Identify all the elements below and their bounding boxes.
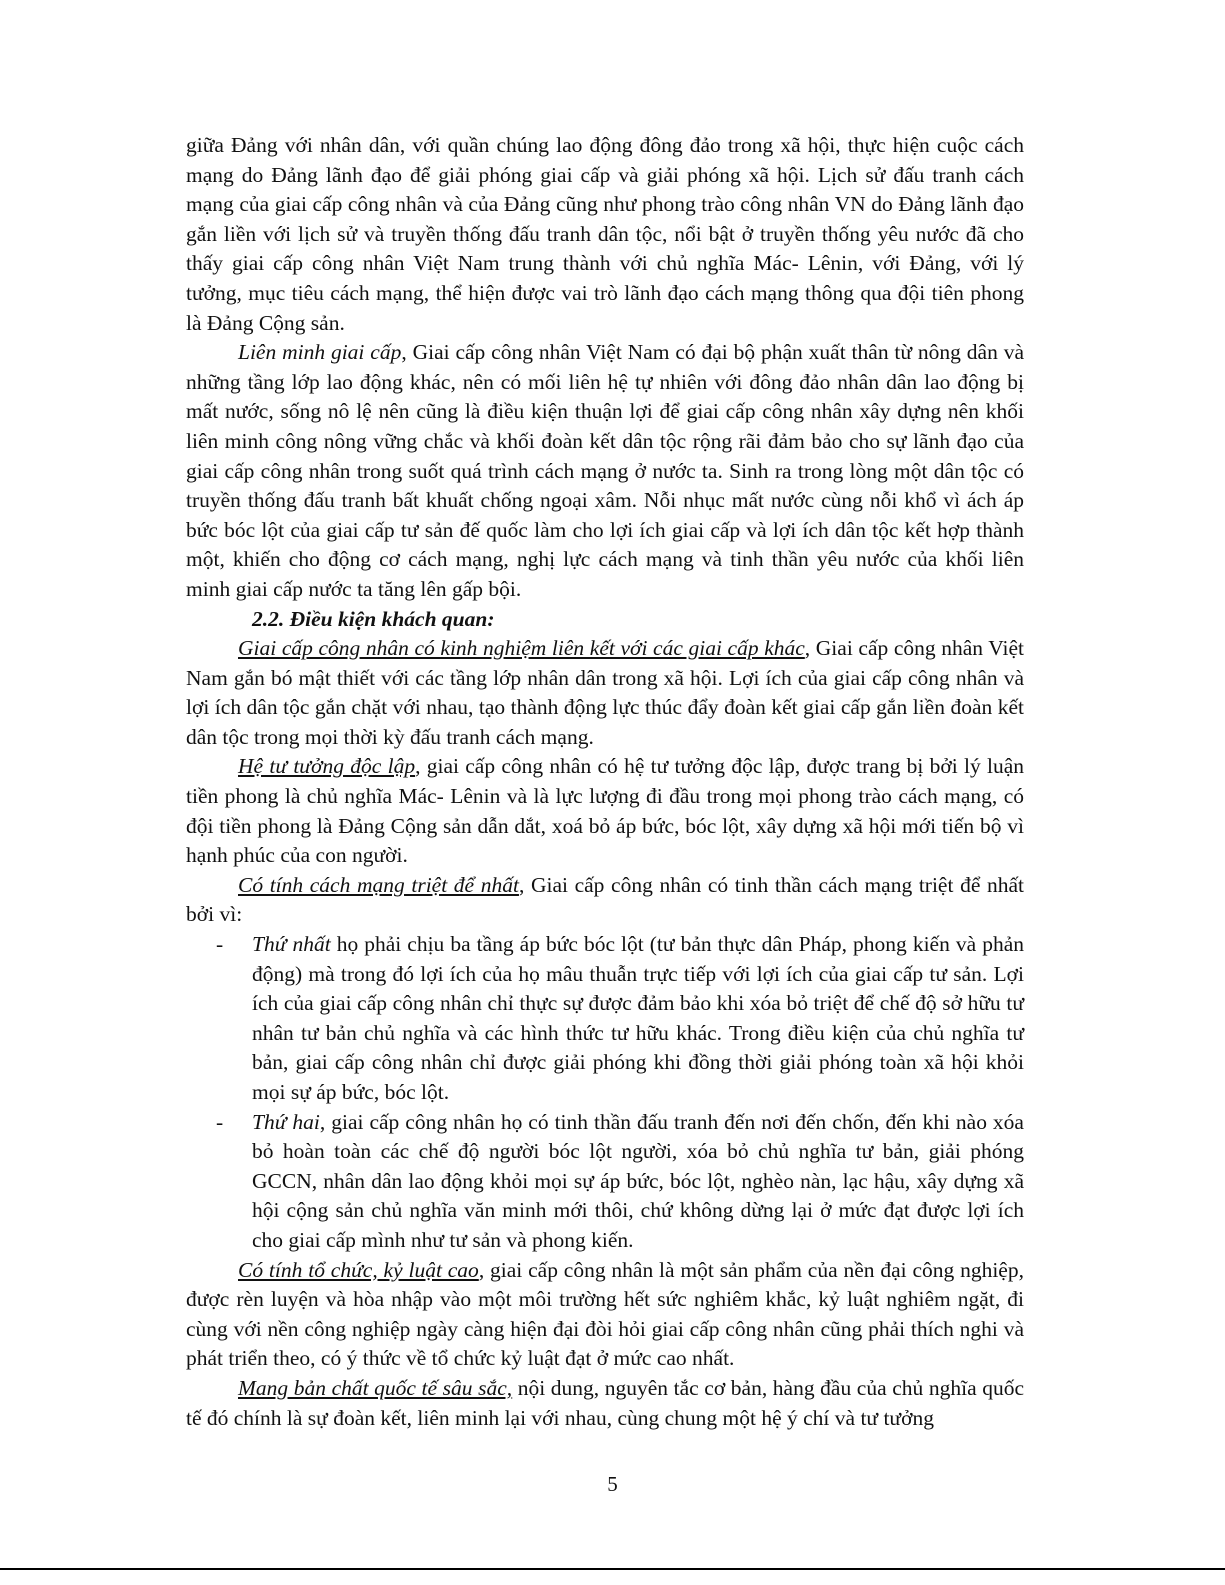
list-item: - Thứ hai, giai cấp công nhân họ có tinh thần đấu tranh đến nơi đến chốn, đến khi nào xóa bỏ hoàn toàn các chế độ người bóc lột người, xóa bỏ chủ nghĩa tư bản, giải phóng GCCN, nhân dân lao động khỏi mọi sự áp bức, bóc lột, nghèo nàn, lạc hậu, xây dựng xã hội cộng sản chủ nghĩa văn minh mới thôi, chứ không dừng lại ở mức đạt được lợi ích cho giai cấp mình như tư sản và phong kiến. (216, 1109, 1024, 1252)
paragraph-lead: Hệ tư tưởng độc lập (238, 754, 416, 779)
document-body (186, 131, 1024, 1433)
paragraph-discipline: Có tính tổ chức, kỷ luật cao, giai cấp công nhân là một sản phẩm của nền đại công nghiệp, được rèn luyện và hòa nhập vào một môi trường hết sức nghiêm khắc, kỷ luật nghiêm ngặt, đi cùng với nền công nghiệp ngày càng hiện đại đòi hỏi giai cấp công nhân cũng phải thích nghi và phát triển theo, có ý thức về tổ chức kỷ luật đạt ở mức cao nhất. (186, 1257, 1024, 1371)
paragraph-lead: Mang bản chất quốc tế sâu sắc, (238, 1375, 513, 1400)
bottom-border (0, 1568, 1225, 1570)
page-number: 5 (607, 1472, 618, 1496)
bullet-dash: - (216, 932, 224, 957)
paragraph-experience: Giai cấp công nhân có kinh nghiệm liên kết với các giai cấp khác, Giai cấp công nhân Việt Nam gắn bó mật thiết với các tầng lớp nhân dân trong xã hội. Lợi ích của giai cấp công nhân và lợi ích dân tộc gắn chặt với nhau, tạo thành động lực thúc đẩy đoàn kết giai cấp gắn liền đoàn kết dân tộc trong mọi thời kỳ đấu tranh cách mạng. (186, 636, 1024, 749)
paragraph-class-alliance: Liên minh giai cấp, Giai cấp công nhân Việt Nam có đại bộ phận xuất thân từ nông dân và những tầng lớp lao động khác, nên có mối liên hệ tự nhiên với đông đảo nhân dân lao động bị mất nước, sống nô lệ nên cũng là điều kiện thuận lợi để giai cấp công nhân xây dựng nên khối liên minh công nông vững chắc và khối đoàn kết dân tộc rộng rãi đảm bảo cho sự lãnh đạo của giai cấp công nhân trong suốt quá trình cách mạng ở nước ta. Sinh ra trong lòng một dân tộc có truyền thống đấu tranh bất khuất chống ngoại xâm. Nỗi nhục mất nước cùng nỗi khổ vì ách áp bức bóc lột của giai cấp tư sản đế quốc làm cho lợi ích giai cấp và lợi ích dân tộc kết hợp thành một, khiến cho động cơ cách mạng, nghị lực cách mạng và tinh thần yêu nước của khối liên minh giai cấp nước ta tăng lên gấp bội. (186, 340, 1024, 601)
paragraph-lead: Giai cấp công nhân có kinh nghiệm liên kết với các giai cấp khác (238, 636, 805, 661)
paragraph-international: Mang bản chất quốc tế sâu sắc, nội dung, nguyên tắc cơ bản, hàng đầu của chủ nghĩa quốc tế đó chính là sự đoàn kết, liên minh lại với nhau, cùng chung một hệ ý chí và tư tưởng (186, 1375, 1024, 1430)
section-heading: 2.2. Điều kiện khách quan: (252, 606, 495, 631)
paragraph-continuation: giữa Đảng với nhân dân, với quần chúng lao động đông đảo trong xã hội, thực hiện cuộc cách mạng do Đảng lãnh đạo để giải phóng giai cấp và giải phóng xã hội. Lịch sử đấu tranh cách mạng của giai cấp công nhân và của Đảng cũng như phong trào công nhân VN do Đảng lãnh đạo gắn liền với lịch sử và truyền thống đấu tranh dân tộc, nổi bật ở truyền thống yêu nước đã cho thấy giai cấp công nhân Việt Nam trung thành với chủ nghĩa Mác- Lênin, với Đảng, với lý tưởng, mục tiêu cách mạng, thể hiện được vai trò lãnh đạo cách mạng thông qua đội tiên phong là Đảng Cộng sản. (186, 133, 1024, 335)
paragraph-lead: Có tính cách mạng triệt để nhất (238, 872, 519, 897)
list-item-lead: Thứ hai (252, 1109, 320, 1134)
paragraph-lead: Liên minh giai cấp (238, 340, 402, 365)
paragraph-lead: Có tính tổ chức, kỷ luật cao (238, 1257, 479, 1282)
paragraph-ideology: Hệ tư tưởng độc lập, giai cấp công nhân có hệ tư tưởng độc lập, được trang bị bởi lý luận tiền phong là chủ nghĩa Mác- Lênin và là lực lượng đi đầu trong mọi phong trào cách mạng, có đội tiền phong là Đảng Cộng sản dẫn dắt, xoá bỏ áp bức, bóc lột, xây dựng xã hội mới tiến bộ vì hạnh phúc của con người. (186, 754, 1024, 868)
paragraph-revolutionary: Có tính cách mạng triệt để nhất, Giai cấp công nhân có tinh thần cách mạng triệt để nhất bởi vì: (186, 872, 1024, 927)
list-item: - Thứ nhất họ phải chịu ba tầng áp bức bóc lột (tư bản thực dân Pháp, phong kiến và phản động) mà trong đó lợi ích của họ mâu thuẫn trực tiếp với lợi ích của giai cấp tư sản. Lợi ích của giai cấp công nhân chỉ thực sự được đảm bảo khi xóa bỏ triệt để chế độ sở hữu tư nhân tư bản chủ nghĩa và các hình thức tư hữu khác. Trong điều kiện của chủ nghĩa tư bản, giai cấp công nhân chỉ được giải phóng khi đồng thời giải phóng toàn xã hội khỏi mọi sự áp bức, bóc lột. (216, 932, 1024, 1104)
bullet-dash: - (216, 1109, 224, 1134)
list-item-lead: Thứ nhất (252, 932, 331, 957)
